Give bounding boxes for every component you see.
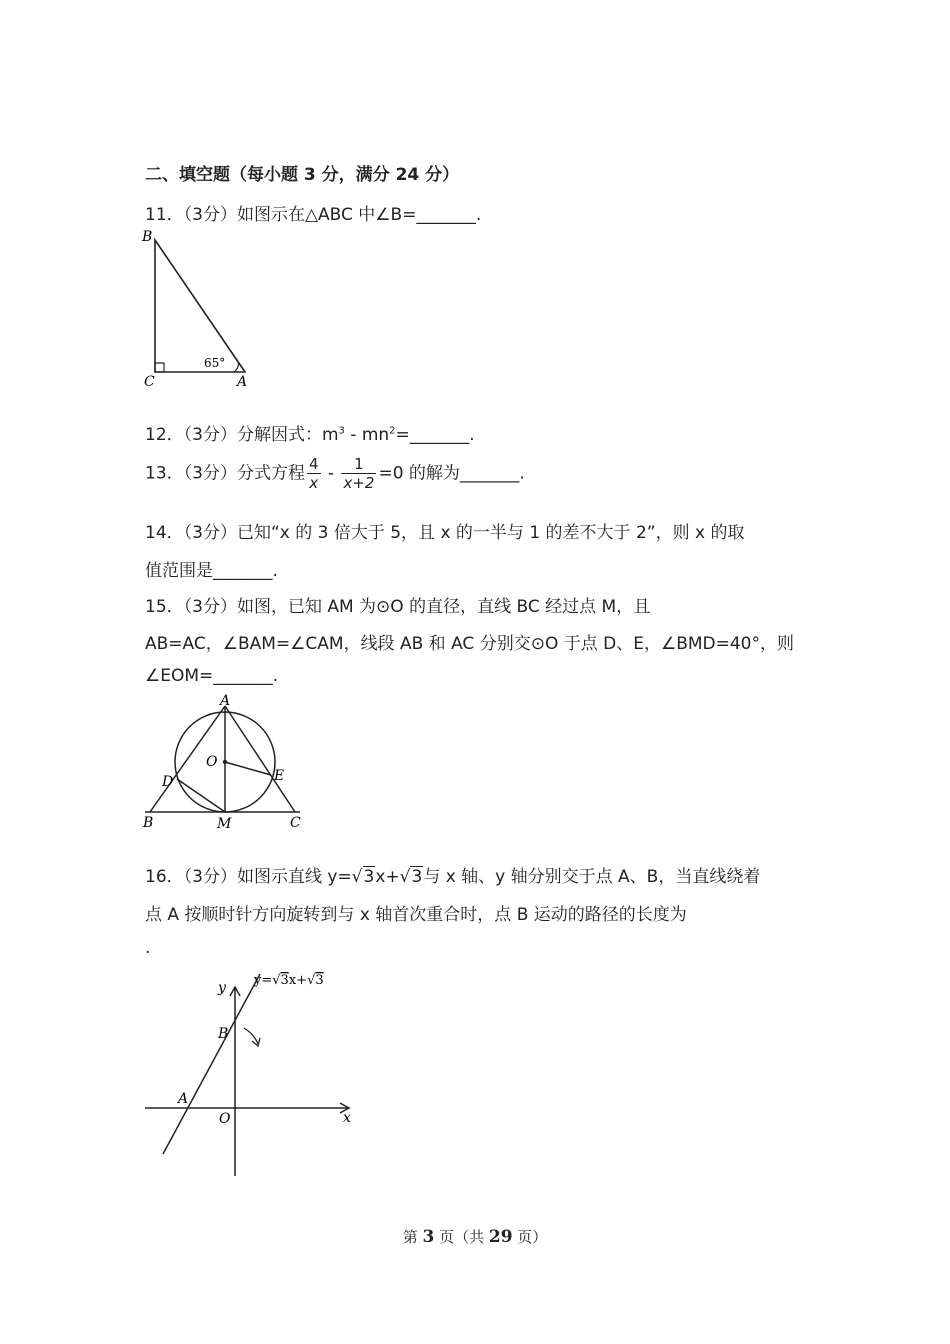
line-y-sqrt3x-sqrt3 (163, 974, 260, 1154)
label-d: D (162, 774, 174, 790)
label-c: C (144, 374, 155, 390)
question-13: 13．（3分）分式方程 $\frac{4}{x}$ - $\frac{1}{x+2}$ =0 的解为_______. (145, 455, 525, 492)
triangle-figure (140, 226, 260, 392)
question-16-line-1: 16．（3分）如图示直线 y=√3x+√3与 x 轴、y 轴分别交于点 A、B，当直线绕着 (145, 867, 761, 887)
page-footer: 第 3 页（共 29 页） (402, 1227, 548, 1247)
fraction-1: $\frac{4}{x}$ (308, 455, 319, 492)
question-11: 11．（3分）如图示在△ABC 中∠B=_______. (145, 205, 482, 225)
sqrt-1: √3 (351, 867, 375, 887)
triangle-abc (155, 240, 245, 372)
line-dm (177, 779, 225, 812)
label-y: y (218, 980, 226, 996)
line-graph-figure (140, 966, 365, 1181)
label-x: x (343, 1110, 351, 1126)
rotation-arrow (244, 1028, 258, 1044)
angle-label: 65° (204, 356, 226, 370)
equation-label: y=√3x+√3 (254, 973, 324, 988)
center-point (223, 760, 227, 764)
label-e: E (274, 768, 285, 784)
question-15-line-2: AB=AC，∠BAM=∠CAM，线段 AB 和 AC 分别交⊙O 于点 D、E，∠BMD=40°，则 (145, 634, 794, 654)
sqrt-2: √3 (399, 867, 423, 887)
question-14-line-2: 值范围是_______. (145, 561, 278, 581)
circle-figure (140, 694, 310, 834)
line-ac (225, 706, 295, 812)
label-o: O (206, 754, 218, 770)
question-12: 12．（3分）分解因式：$m^3$ - $mn^2=\_\_\_\_\_\_\_$. (145, 425, 475, 445)
fraction-2: $\frac{1}{x+2}$ (343, 455, 375, 492)
label-o: O (219, 1111, 231, 1127)
label-b: B (143, 815, 154, 831)
right-angle-mark (155, 363, 164, 372)
question-16-line-2: 点 A 按顺时针方向旋转到与 x 轴首次重合时，点 B 运动的路径的长度为 (145, 905, 687, 925)
label-a: A (178, 1091, 189, 1107)
label-b: B (218, 1026, 229, 1042)
label-c: C (290, 815, 301, 831)
question-15-line-3: ∠EOM=_______. (145, 666, 279, 686)
question-16-line-3: . (145, 938, 151, 958)
label-b: B (142, 229, 153, 245)
question-14-line-1: 14．（3分）已知“x 的 3 倍大于 5，且 x 的一半与 1 的差不大于 2”，则 x 的取 (145, 523, 745, 543)
label-a: A (237, 374, 248, 390)
question-15-line-1: 15．（3分）如图，已知 AM 为⊙O 的直径，直线 BC 经过点 M，且 (145, 597, 651, 617)
label-m: M (217, 816, 232, 832)
angle-arc (234, 363, 239, 372)
section-heading: 二、填空题（每小题 3 分，满分 24 分） (145, 165, 460, 185)
label-a: A (220, 694, 231, 709)
